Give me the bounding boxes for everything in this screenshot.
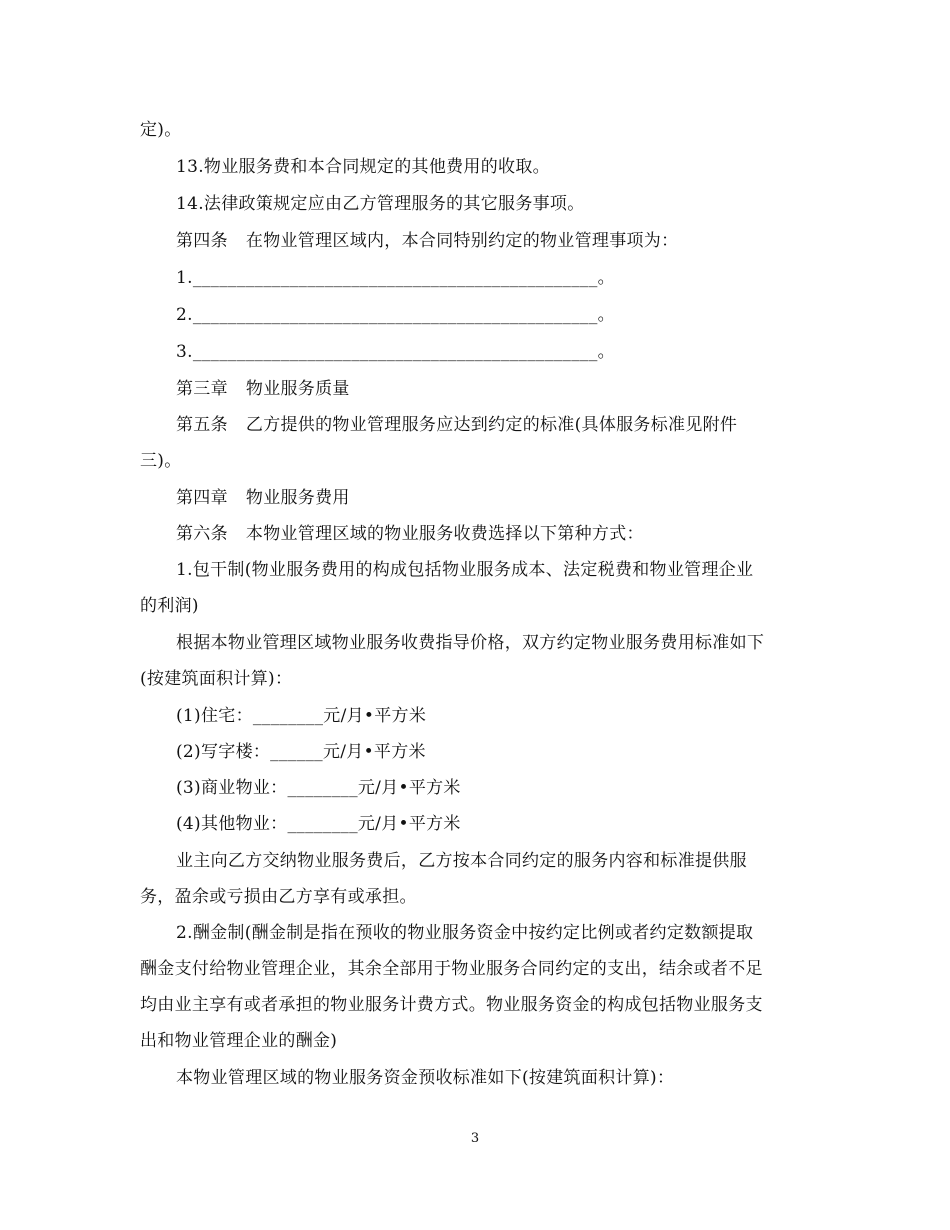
blank-item-3: 3.______________________________________________。 bbox=[176, 342, 615, 362]
paragraph-line: 业主向乙方交纳物业服务费后，乙方按本合同约定的服务内容和标准提供服 bbox=[176, 851, 747, 871]
paragraph-line: 务，盈余或亏损由乙方享有或承担。 bbox=[140, 887, 417, 907]
paragraph-line: (按建筑面积计算)： bbox=[140, 669, 293, 689]
chapter-3-title: 物业服务质量 bbox=[245, 379, 350, 399]
article-5 bbox=[176, 413, 737, 437]
chapter-3-heading bbox=[176, 377, 350, 401]
blank-item-1: 1.______________________________________________。 bbox=[176, 268, 615, 288]
paragraph-line: 酬金支付给物业管理企业，其余全部用于物业服务合同约定的支出，结余或者不足 bbox=[140, 959, 763, 979]
paragraph-line: 本物业管理区域的物业服务资金预收标准如下(按建筑面积计算)： bbox=[176, 1068, 675, 1088]
paragraph-line: 根据本物业管理区域物业服务收费指导价格，双方约定物业服务费用标准如下 bbox=[176, 633, 765, 653]
list-item-14: 14.法律政策规定应由乙方管理服务的其它服务事项。 bbox=[176, 194, 585, 214]
article-4 bbox=[176, 229, 678, 253]
paragraph-line: 的利润) bbox=[140, 596, 199, 616]
paragraph-line: 三)。 bbox=[140, 451, 182, 471]
article-4-text: 在物业管理区域内，本合同特别约定的物业管理事项为： bbox=[245, 231, 679, 251]
chapter-4-label: 第四章 bbox=[176, 488, 228, 508]
fee-item-other: (4)其他物业：________元/月•平方米 bbox=[176, 814, 461, 834]
article-5-text: 乙方提供的物业管理服务应达到约定的标准(具体服务标准见附件 bbox=[245, 415, 738, 435]
paragraph-line: 2.酬金制(酬金制是指在预收的物业服务资金中按约定比例或者约定数额提取 bbox=[176, 923, 754, 943]
chapter-3-label: 第三章 bbox=[176, 379, 228, 399]
article-6-text: 本物业管理区域的物业服务收费选择以下第种方式： bbox=[245, 524, 644, 544]
paragraph-line: 定)。 bbox=[140, 120, 182, 140]
fee-item-residential: (1)住宅：________元/月•平方米 bbox=[176, 706, 427, 726]
page-number: 3 bbox=[470, 1131, 480, 1146]
fee-item-office: (2)写字楼：______元/月•平方米 bbox=[176, 742, 426, 762]
article-4-label: 第四条 bbox=[176, 231, 228, 251]
chapter-4-title: 物业服务费用 bbox=[245, 488, 350, 508]
article-6-label: 第六条 bbox=[176, 524, 228, 544]
paragraph-line: 1.包干制(物业服务费用的构成包括物业服务成本、法定税费和物业管理企业 bbox=[176, 560, 754, 580]
chapter-4-heading bbox=[176, 486, 350, 510]
list-item-13: 13.物业服务费和本合同规定的其他费用的收取。 bbox=[176, 157, 550, 177]
article-5-label: 第五条 bbox=[176, 415, 228, 435]
paragraph-line: 出和物业管理企业的酬金) bbox=[140, 1031, 338, 1051]
fee-item-commercial: (3)商业物业：________元/月•平方米 bbox=[176, 778, 461, 798]
paragraph-line: 均由业主享有或者承担的物业服务计费方式。物业服务资金的构成包括物业服务支 bbox=[140, 995, 763, 1015]
article-6 bbox=[176, 522, 644, 546]
blank-item-2: 2.______________________________________________。 bbox=[176, 305, 615, 325]
